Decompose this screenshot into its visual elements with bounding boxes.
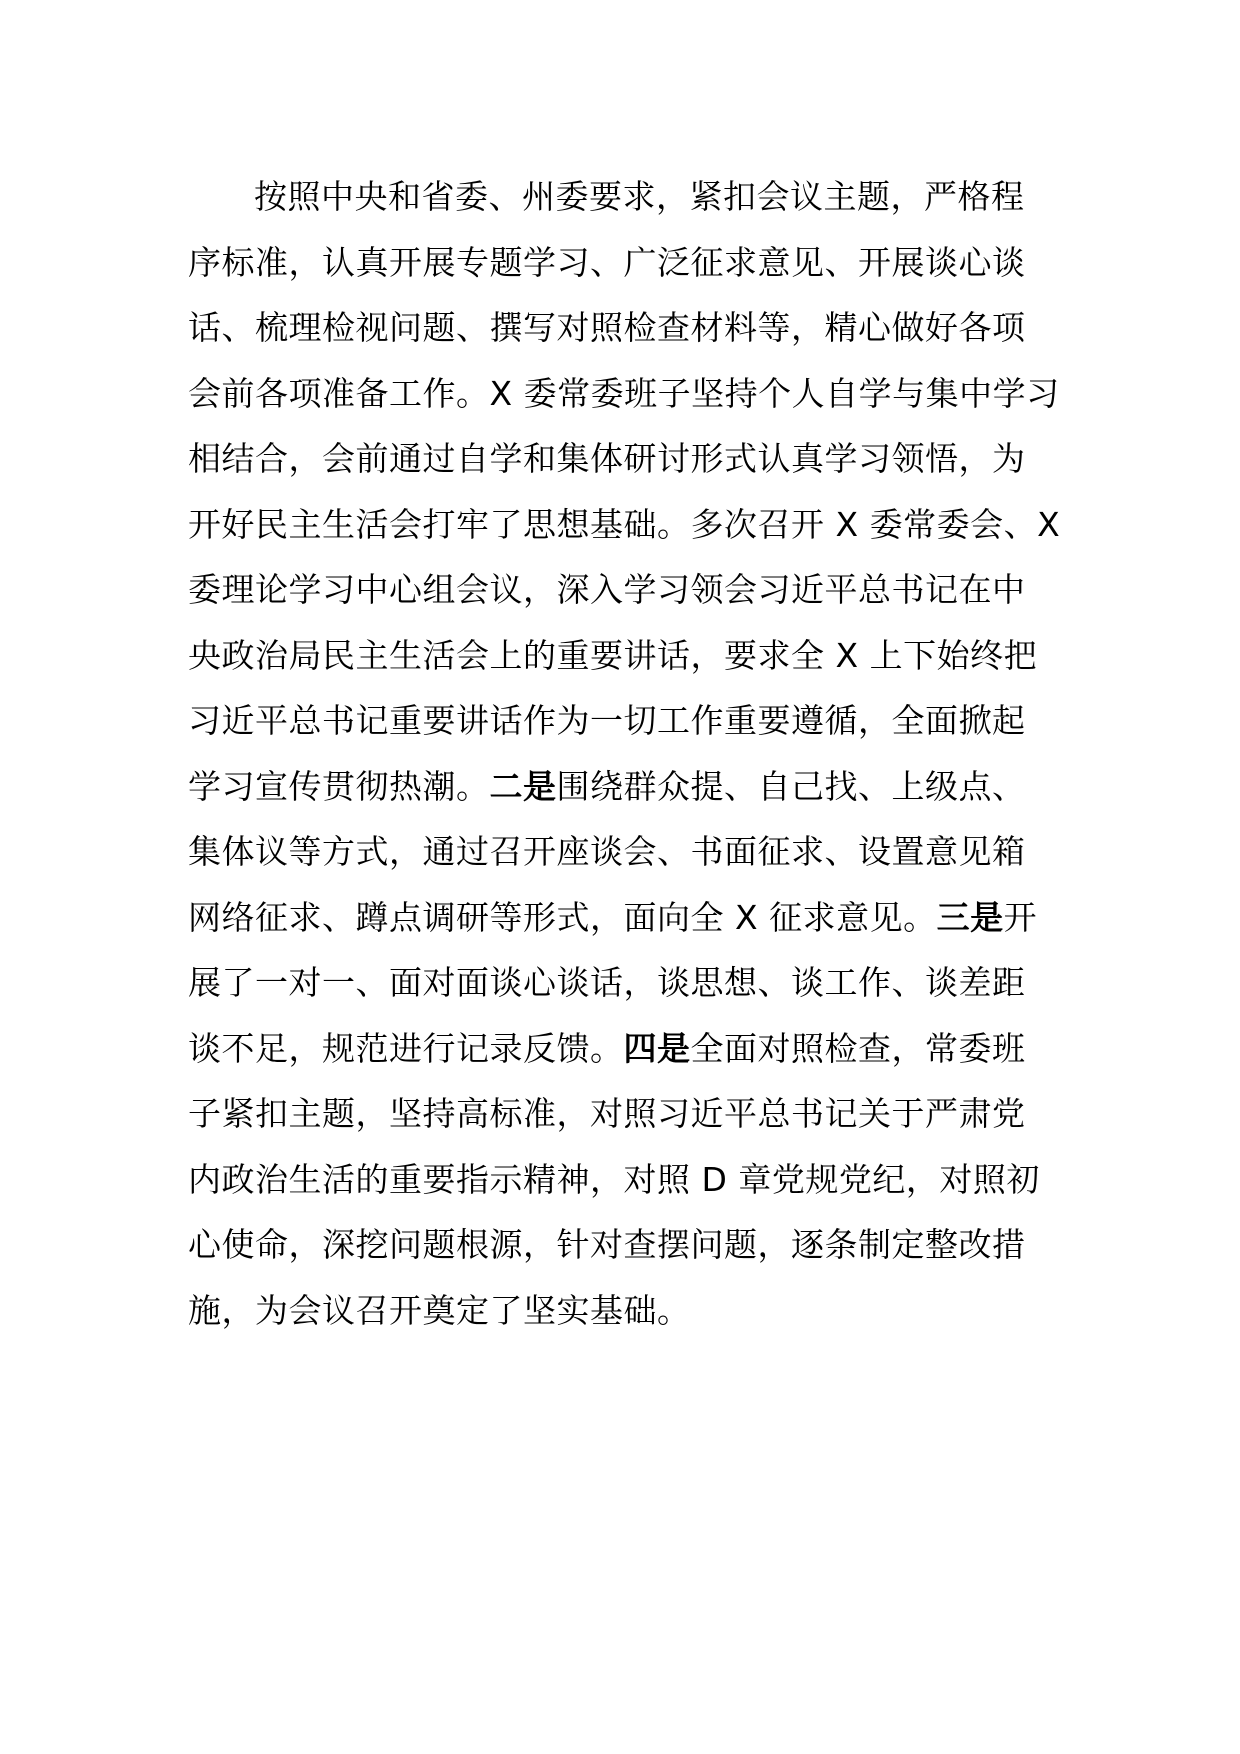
paragraph-line: 展了一对一、面对面谈心谈话，谈思想、谈工作、谈差距 (188, 963, 1026, 1002)
paragraph-line: 施，为会议召开奠定了坚实基础。 (188, 1290, 691, 1330)
paragraph-line: 谈不足，规范进行记录反馈。四是全面对照检查，常委班 (188, 1028, 1026, 1068)
paragraph-line: 央政治局民主生活会上的重要讲话，要求全 X 上下始终把 (188, 635, 1038, 675)
emphasis-label: 二是 (489, 766, 557, 806)
paragraph-line: 学习宣传贯彻热潮。二是围绕群众提、自己找、上级点、 (188, 766, 1026, 806)
paragraph-line: 开好民主生活会打牢了思想基础。多次召开 X 委常委会、X (188, 504, 1061, 544)
paragraph-line: 心使命，深挖问题根源，针对查摆问题，逐条制定整改措 (188, 1225, 1026, 1264)
paragraph-line: 序标准，认真开展专题学习、广泛征求意见、开展谈心谈 (188, 242, 1026, 282)
emphasis-label: 三是 (936, 897, 1004, 937)
body-paragraph (188, 164, 1066, 1343)
paragraph-line: 会前各项准备工作。X 委常委班子坚持个人自学与集中学习 (188, 373, 1060, 413)
paragraph-line: 集体议等方式，通过召开座谈会、书面征求、设置意见箱 (188, 832, 1026, 871)
paragraph-line: 网络征求、蹲点调研等形式，面向全 X 征求意见。三是开 (188, 897, 1038, 937)
paragraph-line: 习近平总书记重要讲话作为一切工作重要遵循，全面掀起 (188, 701, 1026, 740)
paragraph-line: 内政治生活的重要指示精神，对照 D 章党规党纪，对照初 (188, 1159, 1040, 1199)
emphasis-label: 四是 (623, 1028, 691, 1068)
paragraph-line: 相结合，会前通过自学和集体研讨形式认真学习领悟，为 (188, 439, 1026, 478)
paragraph-line: 委理论学习中心组会议，深入学习领会习近平总书记在中 (188, 570, 1026, 609)
paragraph-line: 子紧扣主题，坚持高标准，对照习近平总书记关于严肃党 (188, 1094, 1026, 1133)
paragraph-line: 按照中央和省委、州委要求，紧扣会议主题，严格程 (254, 177, 1025, 216)
paragraph-line: 话、梳理检视问题、撰写对照检查材料等，精心做好各项 (188, 308, 1026, 347)
